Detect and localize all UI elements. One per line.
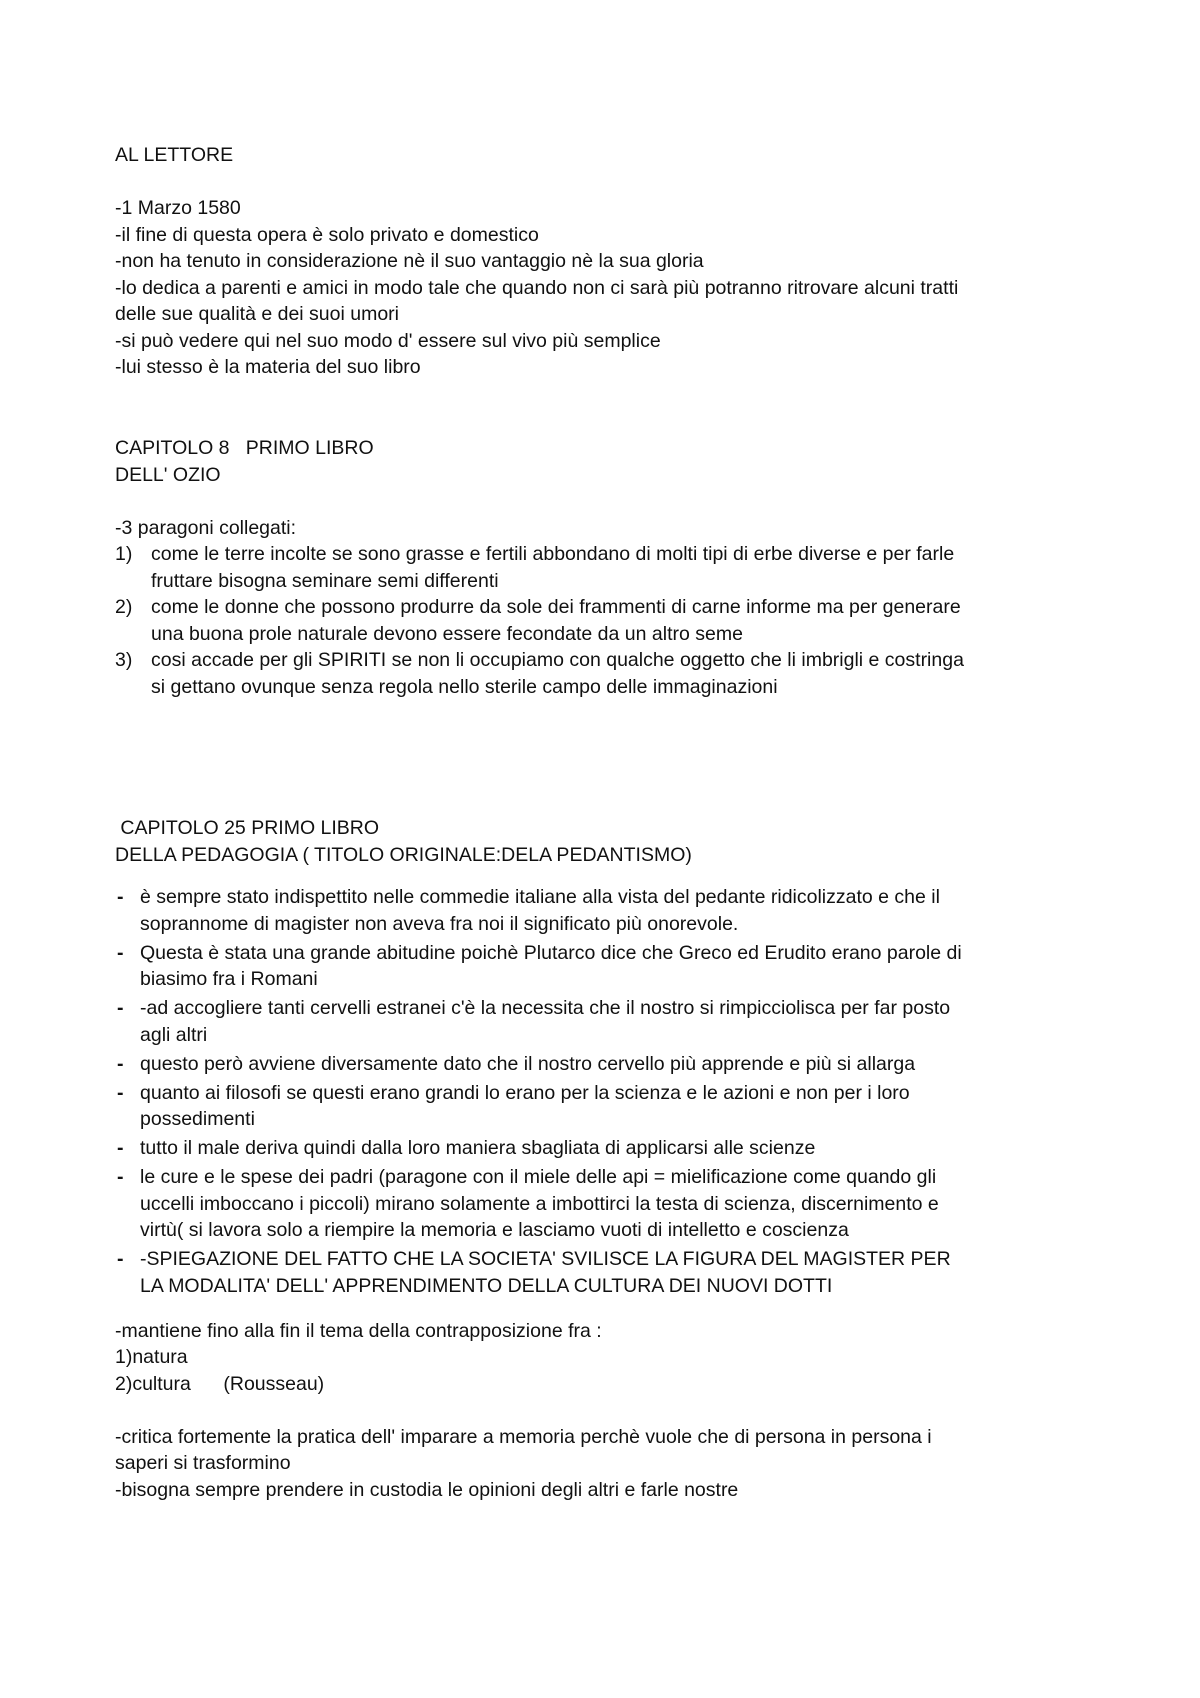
text-line: -si può vedere qui nel suo modo d' essere sul vivo più semplice <box>115 329 661 352</box>
bullet-list <box>115 884 1115 1299</box>
list-item <box>115 995 1115 1048</box>
numbered-list <box>115 541 1115 700</box>
list-intro: -3 paragoni collegati: <box>115 516 297 539</box>
list-item-line: cosi accade per gli SPIRITI se non li occupiamo con qualche oggetto che li imbrigli e costringa <box>151 649 964 671</box>
list-item-line: come le donne che possono produrre da sole dei frammenti di carne informe ma per generare <box>151 596 961 618</box>
text-line: -critica fortemente la pratica dell' imparare a memoria perchè vuole che di persona in persona i <box>115 1425 932 1448</box>
section-capitolo-25 <box>115 815 1115 1503</box>
text-line: -il fine di questa opera è solo privato e domestico <box>115 223 539 246</box>
text-line: 1)natura <box>115 1346 188 1368</box>
text-line: -lui stesso è la materia del suo libro <box>115 356 421 378</box>
chapter-heading: CAPITOLO 8 PRIMO LIBRO <box>115 437 374 459</box>
list-item-line: le cure e le spese dei padri (paragone con il miele delle api = mielificazione come quando gli <box>140 1166 937 1188</box>
list-item <box>115 940 1115 993</box>
list-item-line: Questa è stata una grande abitudine poichè Plutarco dice che Greco ed Erudito erano parole di <box>140 941 962 964</box>
section-al-lettore <box>115 142 1115 381</box>
bullet-dash: - <box>117 1248 124 1270</box>
list-number: 2) <box>115 596 133 618</box>
list-item <box>115 1135 1115 1162</box>
list-item <box>115 884 1115 937</box>
list-item <box>115 1080 1115 1133</box>
list-item-line: questo però avviene diversamente dato che il nostro cervello più apprende e più si allarga <box>140 1052 916 1075</box>
bullet-dash: - <box>117 941 124 964</box>
text-line: -1 Marzo 1580 <box>115 197 241 219</box>
list-item-line: fruttare bisogna seminare semi differenti <box>151 569 499 592</box>
chapter-subheading: DELLA PEDAGOGIA ( TITOLO ORIGINALE:DELA PEDANTISMO) <box>115 843 692 866</box>
chapter-heading: CAPITOLO 25 PRIMO LIBRO <box>115 817 380 839</box>
text-line: -mantiene fino alla fin il tema della contrapposizione fra : <box>115 1319 602 1342</box>
list-item-line: si gettano ovunque senza regola nello sterile campo delle immaginazioni <box>151 675 778 698</box>
bullet-dash: - <box>117 1137 124 1159</box>
list-item <box>115 594 1115 647</box>
bullet-dash: - <box>117 886 124 908</box>
list-item-line: -ad accogliere tanti cervelli estranei c'è la necessita che il nostro si rimpicciolisca per far posto <box>140 997 951 1019</box>
bullet-dash: - <box>117 1166 124 1188</box>
list-item-line: una buona prole naturale devono essere fecondate da un altro seme <box>151 622 743 645</box>
list-item-line: tutto il male deriva quindi dalla loro maniera sbagliata di applicarsi alle scienze <box>140 1137 816 1159</box>
bullet-dash: - <box>117 997 124 1019</box>
list-number: 3) <box>115 649 133 671</box>
list-item <box>115 1246 1115 1299</box>
section-heading: AL LETTORE <box>115 144 234 166</box>
text-line: -lo dedica a parenti e amici in modo tale che quando non ci sarà più potranno ritrovare alcuni tratti <box>115 276 959 299</box>
list-item-line: possedimenti <box>140 1108 255 1130</box>
bullet-dash: - <box>117 1052 124 1075</box>
text-line: delle sue qualità e dei suoi umori <box>115 303 400 325</box>
list-item-line: uccelli imboccano i piccoli) mirano solamente a imbottirci la testa di scienza, discernimento e <box>140 1192 939 1215</box>
list-item-line: agli altri <box>140 1023 208 1046</box>
list-item-line: soprannome di magister non aveva fra noi il significato più onorevole. <box>140 912 739 935</box>
text-line: 2)cultura (Rousseau) <box>115 1372 325 1395</box>
list-item <box>115 541 1115 594</box>
list-item-line: è sempre stato indispettito nelle commedie italiane alla vista del pedante ridicolizzato e che il <box>140 886 940 908</box>
list-item-line: quanto ai filosofi se questi erano grandi lo erano per la scienza e le azioni e non per i loro <box>140 1081 910 1104</box>
text-line: saperi si trasformino <box>115 1452 291 1474</box>
list-item <box>115 647 1115 700</box>
list-number: 1) <box>115 543 133 565</box>
text-line: -bisogna sempre prendere in custodia le opinioni degli altri e farle nostre <box>115 1478 739 1501</box>
list-item-line: biasimo fra i Romani <box>140 968 318 990</box>
section-capitolo-8 <box>115 435 1115 700</box>
list-item <box>115 1164 1115 1244</box>
chapter-subheading: DELL' OZIO <box>115 463 221 486</box>
list-item-line: virtù( si lavora solo a riempire la memoria e lasciamo vuoti di intelletto e coscienza <box>140 1219 849 1241</box>
bullet-dash: - <box>117 1081 124 1104</box>
list-item-line: -SPIEGAZIONE DEL FATTO CHE LA SOCIETA' SVILISCE LA FIGURA DEL MAGISTER PER <box>140 1248 951 1270</box>
list-item-line: come le terre incolte se sono grasse e fertili abbondano di molti tipi di erbe diverse e per farle <box>151 543 955 565</box>
text-line: -non ha tenuto in considerazione nè il suo vantaggio nè la sua gloria <box>115 250 704 272</box>
list-item-line: LA MODALITA' DELL' APPRENDIMENTO DELLA CULTURA DEI NUOVI DOTTI <box>140 1274 833 1297</box>
list-item <box>115 1051 1115 1078</box>
